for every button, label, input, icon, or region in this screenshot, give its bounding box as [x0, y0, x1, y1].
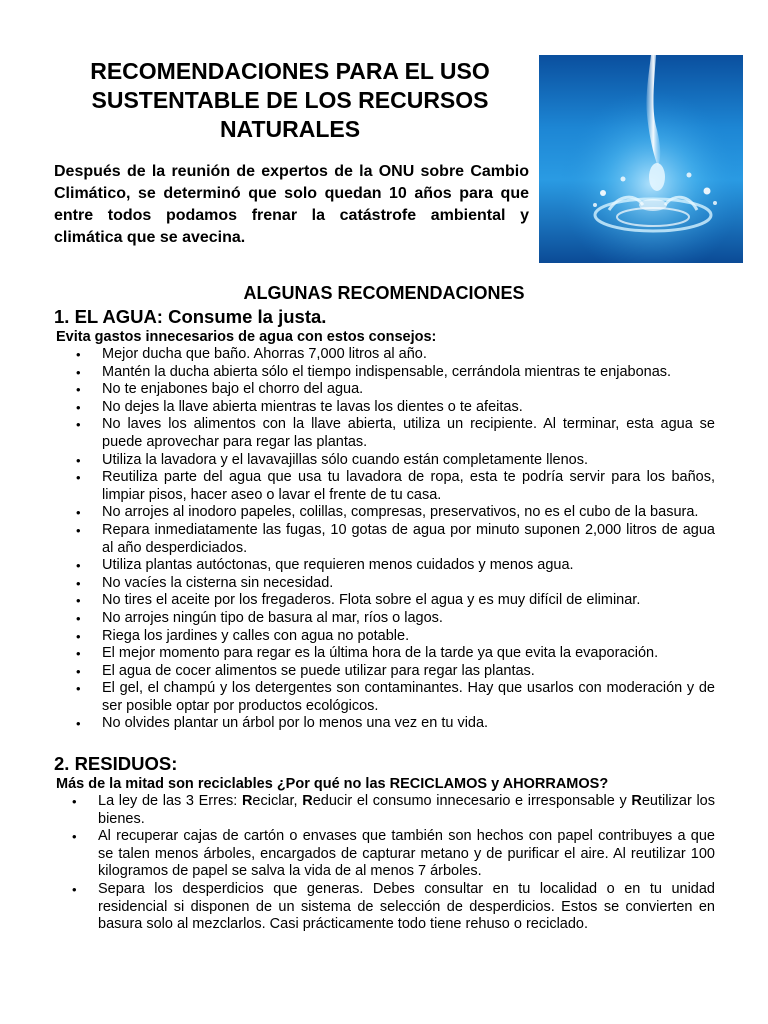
bullet-icon: •	[76, 522, 81, 538]
intro-paragraph: Después de la reunión de expertos de la ONU sobre Cambio Climático, se determinó que solo quedan 10 años para que entre todos podamos frenar la catástrofe ambiental y climática que se avecina.	[54, 163, 529, 246]
residuos-heading: 2. RESIDUOS:	[54, 753, 178, 775]
page-title: RECOMENDACIONES PARA EL USO SUSTENTABLE DE LOS RECURSOS NATURALES	[90, 58, 490, 142]
bullet-icon: •	[76, 663, 81, 679]
list-item: • No laves los alimentos con la llave abierta, utiliza un recipiente. Al terminar, esta agua se puede aprovechar para regar las plantas.	[76, 416, 715, 450]
bullet-icon: •	[76, 364, 81, 380]
list-item: • Utiliza plantas autóctonas, que requieren menos cuidados y menos agua.	[76, 557, 574, 574]
list-item: • No arrojes ningún tipo de basura al mar, ríos o lagos.	[76, 609, 443, 626]
bullet-icon: •	[72, 829, 77, 845]
bullet-icon: •	[76, 593, 81, 609]
list-item: • Reutiliza parte del agua que usa tu lavadora de ropa, esta te podría servir para los baños, limpiar pisos, hacer aseo o lavar el frente de tu casa.	[76, 469, 715, 503]
bullet-icon: •	[76, 452, 81, 468]
list-item: • Riega los jardines y calles con agua no potable.	[76, 627, 410, 644]
bullet-icon: •	[76, 417, 81, 433]
list-item: • No te enjabones bajo el chorro del agua.	[76, 381, 364, 398]
list-item: • No vacíes la cisterna sin necesidad.	[76, 574, 334, 591]
agua-subheading: Evita gastos innecesarios de agua con estos consejos:	[56, 329, 437, 345]
bullet-icon: •	[76, 646, 81, 662]
list-item: • El mejor momento para regar es la última hora de la tarde ya que evita la evaporación.	[76, 645, 659, 662]
list-item: • Utiliza la lavadora y el lavavajillas sólo cuando están completamente llenos.	[76, 451, 589, 468]
bullet-icon: •	[76, 399, 81, 415]
bullet-icon: •	[76, 716, 81, 732]
list-item: • No olvides plantar un árbol por lo menos una vez en tu vida.	[76, 715, 489, 732]
section-heading: ALGUNAS RECOMENDACIONES	[243, 283, 525, 303]
residuos-list	[54, 793, 715, 934]
agua-list	[54, 346, 715, 733]
residuos-subheading: Más de la mitad son reciclables ¿Por qué no las RECICLAMOS y AHORRAMOS?	[56, 776, 609, 793]
list-item: • El agua de cocer alimentos se puede utilizar para regar las plantas.	[76, 662, 535, 679]
bullet-icon: •	[72, 794, 77, 810]
bullet-icon: •	[76, 610, 81, 626]
bullet-icon: •	[76, 558, 81, 574]
bullet-icon: •	[76, 505, 81, 521]
list-item: • El gel, el champú y los detergentes son contaminantes. Hay que usarlos con moderación y de ser posible optar por productos ecológicos.	[76, 680, 715, 714]
water-drop-photo	[539, 55, 743, 263]
bullet-icon: •	[76, 470, 81, 486]
list-item: • Mantén la ducha abierta sólo el tiempo indispensable, cerrándola mientras te enjabonas.	[76, 363, 672, 380]
bullet-icon: •	[76, 628, 81, 644]
list-item: • Al recuperar cajas de cartón o envases que también son hechos con papel contribuyes a que se talen menos árboles, encargados de capturar metano y de purificar el aire. Al reutilizar 100 kilogramos de papel se salva la vida de al menos 7 árboles.	[72, 828, 715, 880]
list-item: • No arrojes al inodoro papeles, colillas, compresas, preservativos, no es el cubo de la basura.	[76, 504, 699, 521]
bullet-icon: •	[76, 347, 81, 362]
bullet-icon: •	[76, 382, 81, 398]
list-item: • La ley de las 3 Erres: Reciclar, Reducir el consumo innecesario e irresponsable y Reutilizar los bienes.	[72, 793, 715, 827]
list-item: • Mejor ducha que baño. Ahorras 7,000 litros al año.	[76, 346, 427, 362]
bullet-icon: •	[72, 882, 77, 898]
list-item: • Separa los desperdicios que generas. Debes consultar en tu localidad o en tu unidad residencial si disponen de un sistema de selección de desperdicios. Estos se convierten en basura solo al mezclarlos. Casi prácticamente todo tiene rehuso o reciclado.	[72, 881, 715, 933]
bullet-icon: •	[76, 681, 81, 697]
list-item: • Repara inmediatamente las fugas, 10 gotas de agua por minuto suponen 2,000 litros de agua al año desperdiciados.	[76, 521, 715, 556]
list-item: • No dejes la llave abierta mientras te lavas los dientes o te afeitas.	[76, 398, 523, 415]
bullet-icon: •	[76, 575, 81, 591]
agua-heading: 1. EL AGUA: Consume la justa.	[54, 306, 327, 327]
list-item: • No tires el aceite por los fregaderos. Flota sobre el agua y es muy difícil de eliminar.	[76, 592, 641, 609]
recommendations-content	[54, 305, 715, 934]
